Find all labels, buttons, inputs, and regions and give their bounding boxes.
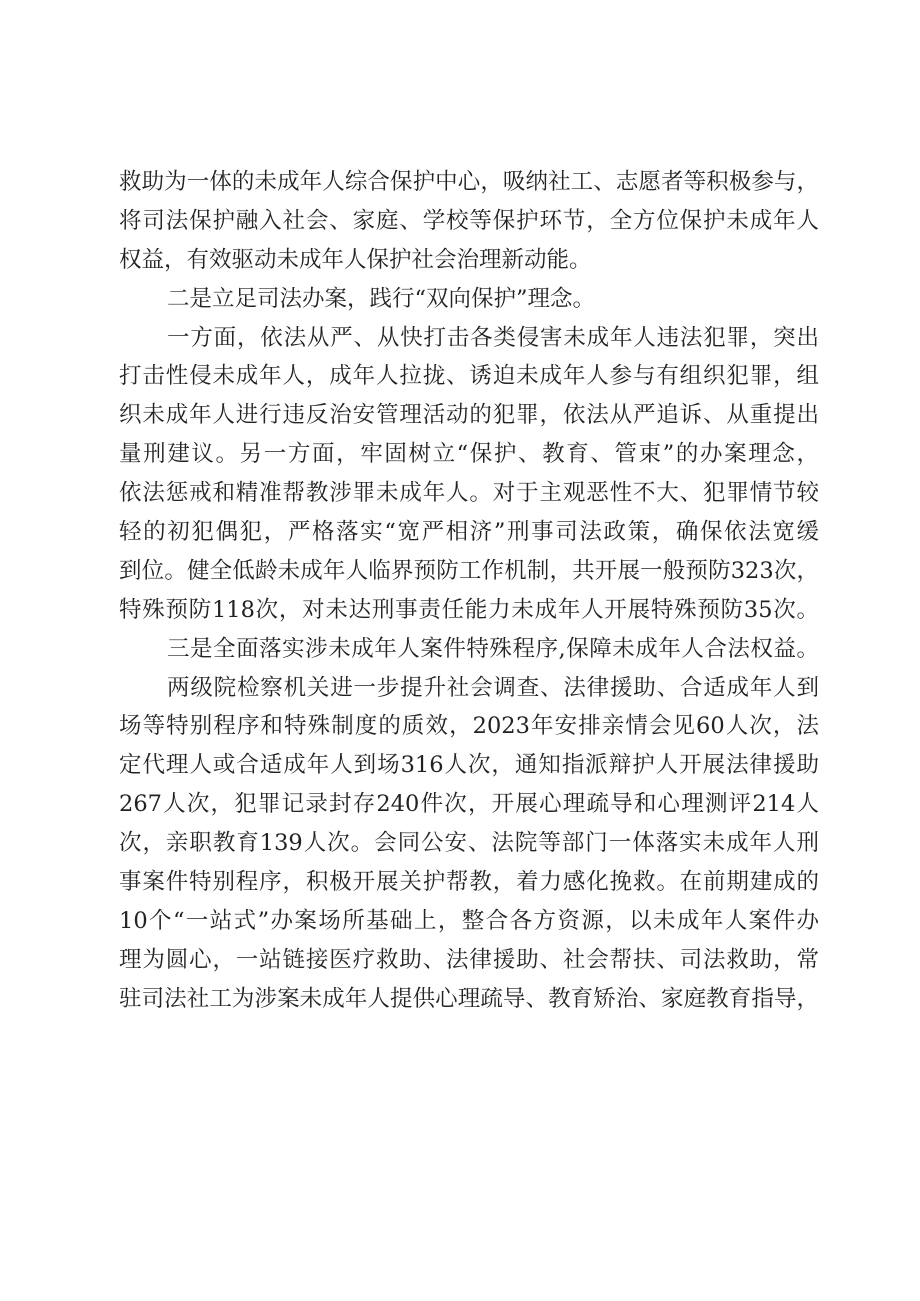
text-line: 次，亲职教育139人次。会同公安、法院等部门一体落实未成年人刑 — [119, 830, 819, 857]
text-line: 驻司法社工为涉案未成年人提供心理疏导、教育矫治、家庭教育指导， — [119, 985, 819, 1012]
text-line: 将司法保护融入社会、家庭、学校等保护环节，全方位保护未成年人 — [119, 207, 819, 234]
text-line: 织未成年人进行违反治安管理活动的犯罪，依法从严追诉、从重提出 — [119, 402, 819, 429]
text-line: 依法惩戒和精准帮教涉罪未成年人。对于主观恶性不大、犯罪情节较 — [119, 480, 819, 507]
text-line: 轻的初犯偶犯，严格落实“宽严相济”刑事司法政策，确保依法宽缓 — [119, 519, 819, 546]
text-line: 特殊预防118次，对未达刑事责任能力未成年人开展特殊预防35次。 — [119, 596, 819, 623]
text-line: 定代理人或合适成年人到场316人次，通知指派辩护人开展法律援助 — [119, 752, 819, 779]
body-text — [119, 163, 819, 1019]
text-line: 事案件特别程序，积极开展关护帮教，着力感化挽救。在前期建成的 — [119, 869, 819, 896]
text-line: 打击性侵未成年人，成年人拉拢、诱迫未成年人参与有组织犯罪，组 — [119, 363, 819, 390]
text-line: 权益，有效驱动未成年人保护社会治理新动能。 — [119, 246, 592, 273]
text-line: 10个“一站式”办案场所基础上，整合各方资源，以未成年人案件办 — [119, 907, 819, 934]
text-line: 两级院检察机关进一步提升社会调查、法律援助、合适成年人到 — [167, 674, 819, 701]
text-line: 量刑建议。另一方面，牢固树立“保护、教育、管束”的办案理念， — [119, 441, 819, 468]
text-line: 267人次，犯罪记录封存240件次，开展心理疏导和心理测评214人 — [119, 791, 819, 818]
text-line: 到位。健全低龄未成年人临界预防工作机制，共开展一般预防323次， — [119, 557, 819, 584]
text-line: 理为圆心，一站链接医疗救助、法律援助、社会帮扶、司法救助，常 — [119, 946, 819, 973]
text-line: 一方面，依法从严、从快打击各类侵害未成年人违法犯罪，突出 — [167, 324, 819, 351]
section-heading: 二是立足司法办案，践行“双向保护”理念。 — [167, 285, 596, 312]
text-line: 救助为一体的未成年人综合保护中心，吸纳社工、志愿者等积极参与， — [119, 169, 819, 195]
section-heading: 三是全面落实涉未成年人案件特殊程序,保障未成年人合法权益。 — [167, 635, 819, 662]
text-line: 场等特别程序和特殊制度的质效，2023年安排亲情会见60人次，法 — [119, 713, 819, 740]
